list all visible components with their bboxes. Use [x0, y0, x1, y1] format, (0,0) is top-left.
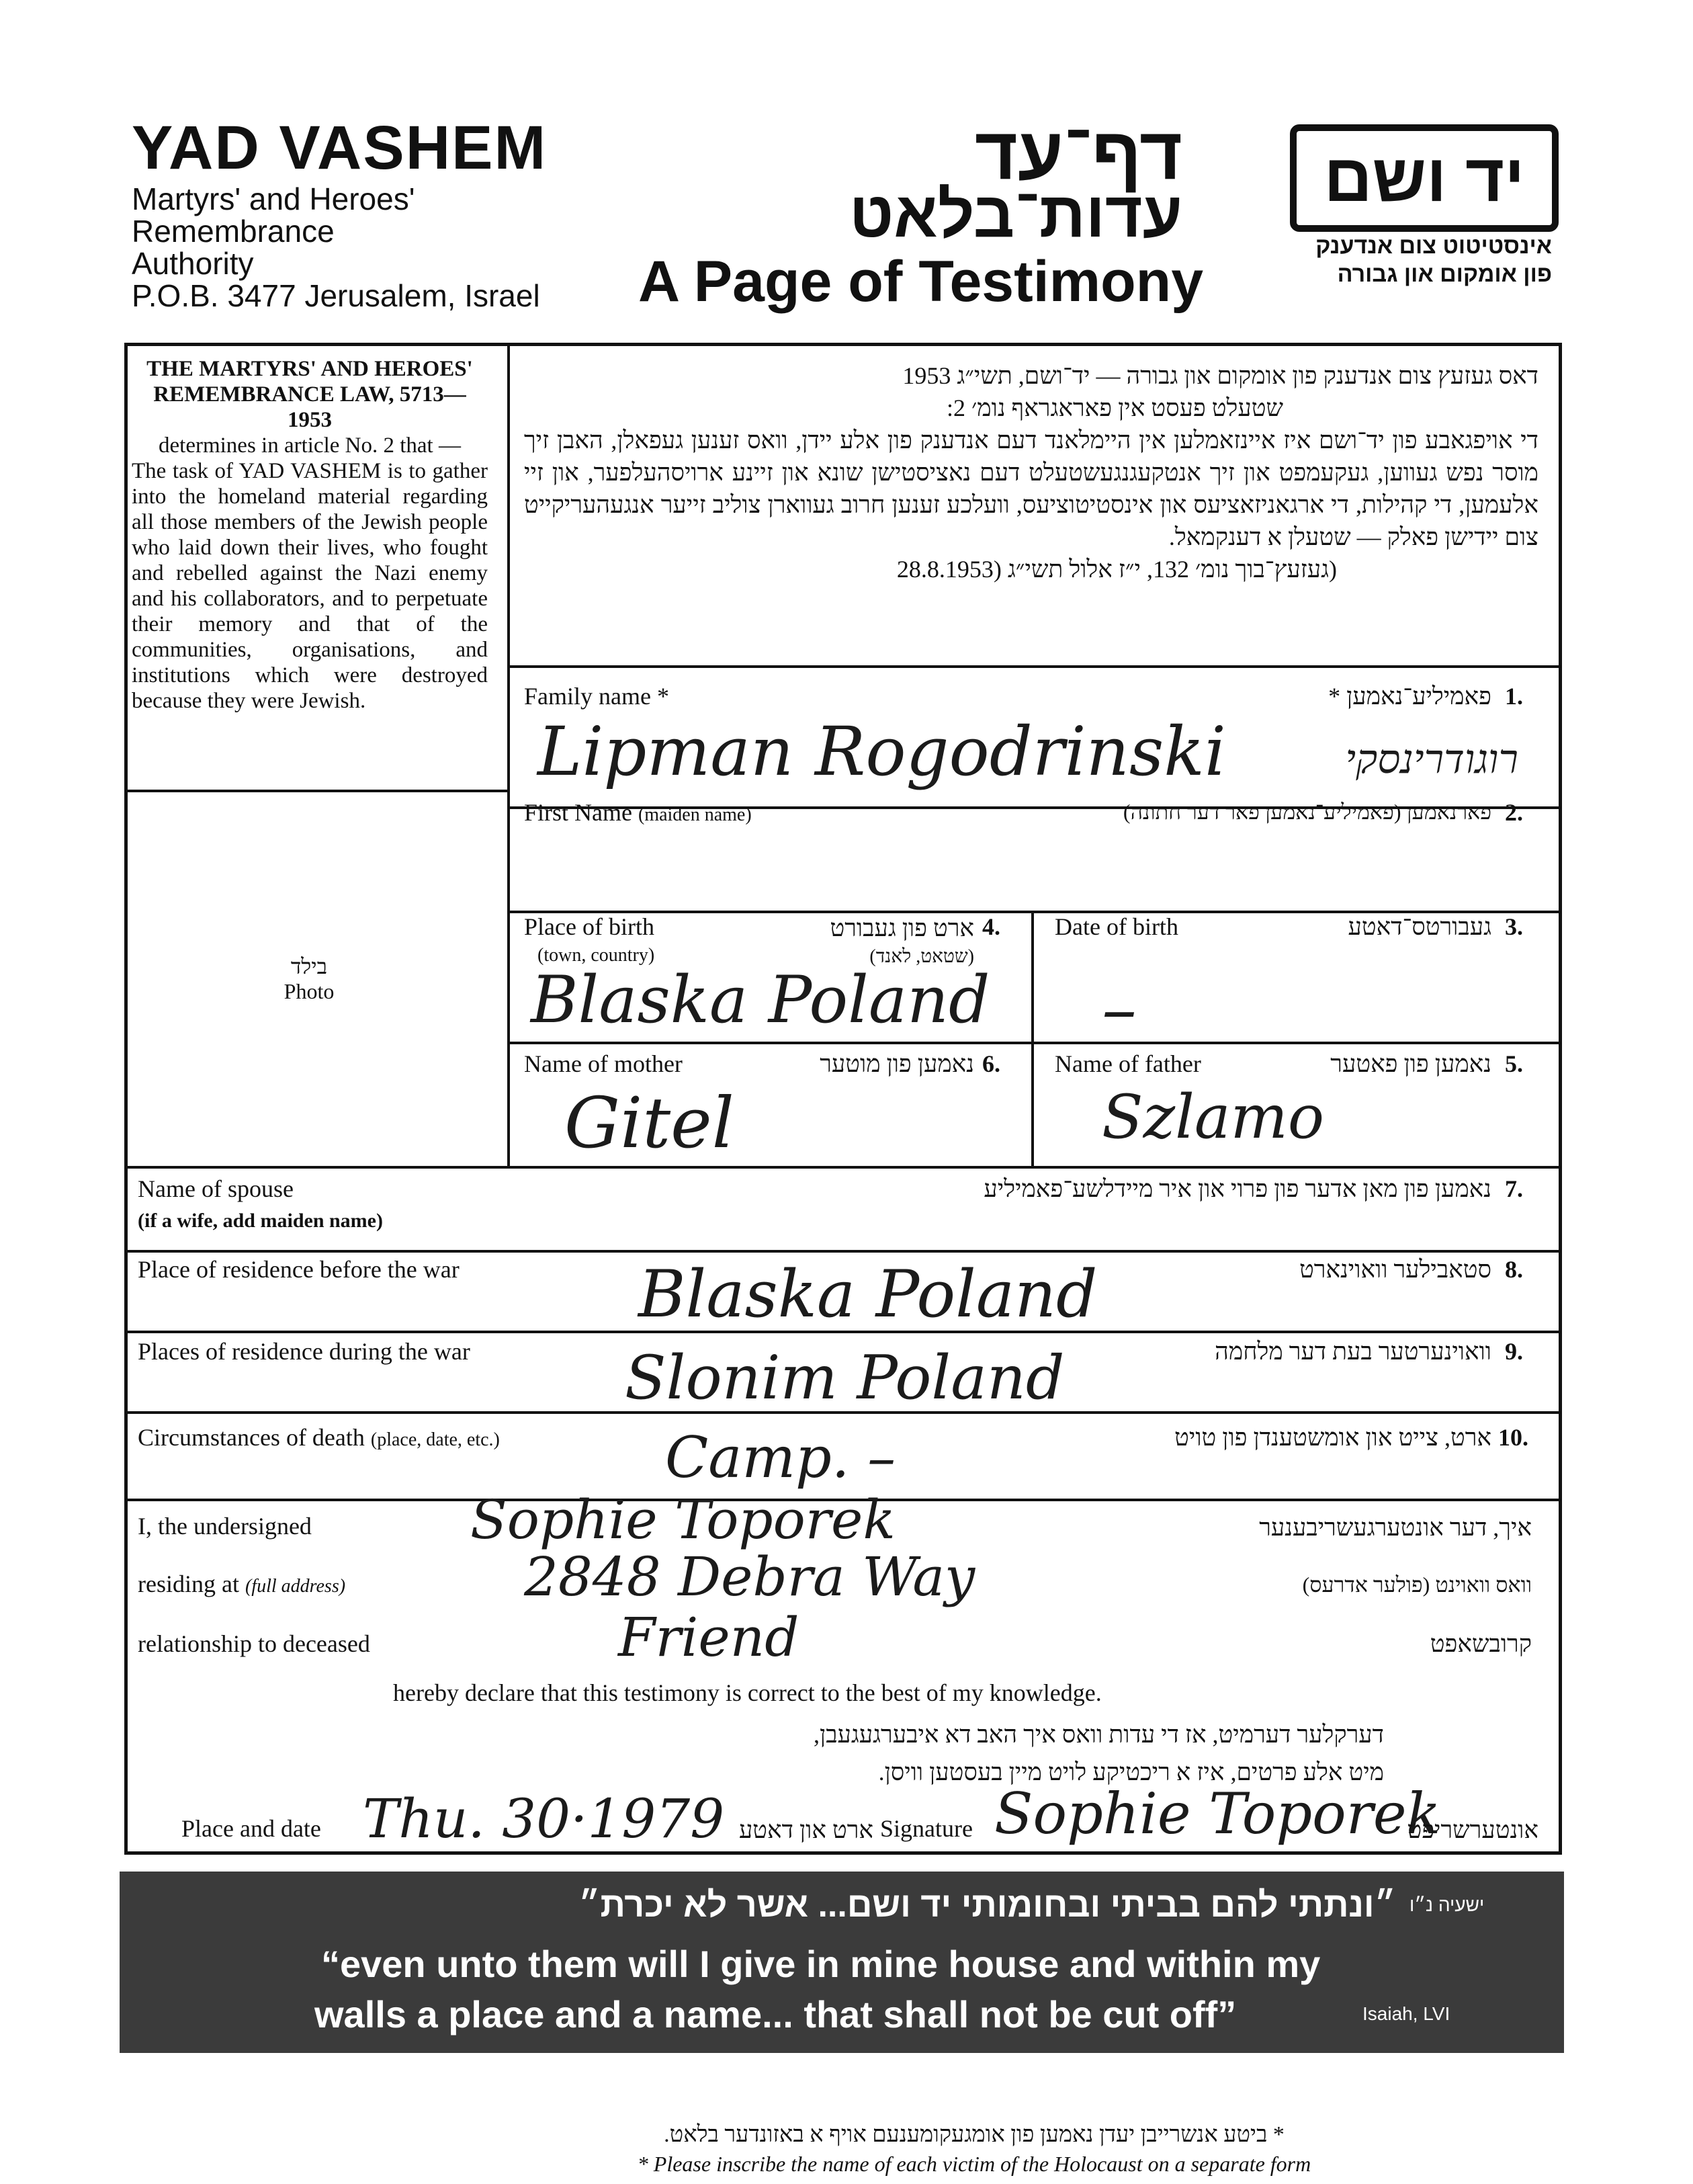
- declaration-en: hereby declare that this testimony is correct to the best of my knowledge.: [393, 1679, 1102, 1706]
- photo-label-heb: בילד: [290, 954, 328, 978]
- spouse-sub: (if a wife, add maiden name): [138, 1210, 383, 1232]
- place-of-birth-value[interactable]: Blaska Poland: [531, 962, 990, 1038]
- father-name-heb-label: נאמען פון פאטער: [1330, 1050, 1491, 1077]
- residence-before-heb-label: סטאבילער וואוינארט: [1299, 1256, 1491, 1283]
- place-of-birth-label: Place of birth: [524, 913, 654, 940]
- mother-name-value[interactable]: Gitel: [564, 1082, 734, 1164]
- undersigned-value[interactable]: Sophie Toporek: [470, 1488, 896, 1551]
- heb-law-bottom: [507, 665, 1559, 668]
- signature-label: Signature: [880, 1815, 973, 1842]
- heb-law-line1: דאס געזעץ צום אנדענק פון אומקום און גבורה — יד־ושם, תשי״ג 1953: [902, 362, 1538, 389]
- mother-name-heb-label: נאמען פון מוטער: [820, 1050, 974, 1077]
- heb-title-1: דף־עד: [974, 112, 1182, 195]
- law-box-bottom: [128, 790, 507, 792]
- place-of-birth-heb-sub: (שטאט, לאנד): [869, 946, 974, 967]
- heb-subtitle-1: אינסטיטוט צום אנדענק: [1315, 233, 1552, 259]
- family-name-value[interactable]: Lipman Rogodrinski: [537, 712, 1226, 791]
- row34-divider: [1031, 911, 1034, 1166]
- law-body: The task of YAD VASHEM is to gather into the homeland material regarding all those members of the Jewish people who laid down their lives, who fought and rebelled against the Nazi enemy and his collaborators, and to perpetuate their memory and that of the communities, organisations, and institutions which were destroyed because they were Jewish.: [132, 459, 488, 713]
- yad-vashem-logo: [1290, 124, 1559, 232]
- page-title: A Page of Testimony: [638, 249, 1204, 314]
- circumstances-value[interactable]: Camp. –: [665, 1425, 896, 1490]
- residence-during-label: Places of residence during the war: [138, 1338, 470, 1365]
- father-name-label: Name of father: [1055, 1050, 1201, 1077]
- residence-before-num: 8.: [1505, 1256, 1523, 1283]
- heb-law-block: [524, 360, 1538, 585]
- footer-note-en: * Please inscribe the name of each victim of the Holocaust on a separate form: [637, 2152, 1311, 2176]
- motto-band: [120, 1872, 1564, 2053]
- signature-heb-label: אונטערשריפט: [1407, 1816, 1538, 1843]
- relationship-heb-label: קרובשאפט: [1430, 1630, 1532, 1657]
- declaration-heb-2: מיט אלע פרטים, איז א ריכטיקע לויט מיין בעסטען וויסן.: [878, 1759, 1384, 1786]
- father-name-num: 5.: [1505, 1050, 1523, 1077]
- photo-area: [255, 954, 363, 1004]
- logo-text: יד ושם: [1323, 140, 1525, 216]
- date-of-birth-label: Date of birth: [1055, 913, 1178, 940]
- relationship-value[interactable]: Friend: [618, 1606, 799, 1669]
- heb-law-line2: שטעלט פעסט אין פאראגראף נומ׳ 2:: [946, 394, 1283, 421]
- place-date-heb-label: ארט און דאטע: [738, 1816, 873, 1843]
- first-name-heb-label: פארנאמען (פאמיליע־נאמען פאר דער חתונה): [1123, 800, 1491, 824]
- heb-law-body: די אויפגאבע פון יד־ושם איז איינזאמלען אין היימלאנד דעם אנדענק פון אלע יידן, וואס זענען געפאלן, האבן זיך מוסר נפש געווען, געקעמפט און זיך אנטקעגנגעשטעלט דעם נאציסטישן שונא און זיינע ארויסהעלפער, און זיי אלעמען, די קהילות, די ארגאניזאציעס און אינסטיטוציעס, וועלכע זענען חרוב געווארן צוליב זייער אנגעהעריקייט צום יידישן פאלק — שטעלן א דענקמאל.: [524, 427, 1538, 550]
- address-value[interactable]: 2848 Debra Way: [524, 1546, 975, 1608]
- address-label-wrap: [138, 1570, 345, 1598]
- undersigned-label: I, the undersigned: [138, 1513, 312, 1540]
- undersigned-heb-label: איך, דער אונטערגעשריבענער: [1259, 1514, 1532, 1541]
- signature-value[interactable]: Sophie Toporek: [994, 1781, 1441, 1847]
- address-label: residing at: [138, 1570, 239, 1597]
- place-of-birth-sub: (town, country): [537, 945, 655, 966]
- circumstances-sub: (place, date, etc.): [370, 1429, 500, 1450]
- motto-en-1: “even unto them will I give in mine house and within my: [321, 1943, 1321, 1985]
- father-name-value[interactable]: Szlamo: [1102, 1082, 1325, 1152]
- motto-heb: ״ונתתי להם בביתי ובחומותי יד ושם... אשר לא יכרת״: [578, 1886, 1396, 1925]
- heb-law-citation: (געזעץ־בוך נומ׳ 132, י״ז אלול תשי״ג (28.8.1953: [896, 556, 1337, 583]
- row56-bottom: [128, 1166, 1559, 1169]
- circumstances-num: 10.: [1498, 1424, 1528, 1451]
- footer-note-heb: * ביטע אנשרייבן יעדן נאמען פון אומגעקומענעם אויף א באזונדער בלאט.: [664, 2122, 1285, 2147]
- motto-en-ref: Isaiah, LVI: [1362, 2003, 1450, 2024]
- spouse-label: Name of spouse: [138, 1175, 294, 1202]
- circumstances-heb-label: ארט, צייט און אומשטענדן פון טויט: [1174, 1424, 1491, 1451]
- residence-during-value[interactable]: Slonim Poland: [625, 1343, 1065, 1413]
- heb-subtitle-2: פון אומקום און גבורה: [1337, 261, 1552, 287]
- family-name-num: 1.: [1505, 683, 1523, 710]
- org-line-2: Remembrance: [132, 214, 335, 249]
- residence-before-label: Place of residence before the war: [138, 1256, 460, 1283]
- place-date-value[interactable]: Thu. 30·1979: [363, 1788, 725, 1850]
- first-name-num: 2.: [1505, 799, 1523, 826]
- date-of-birth-heb-label: געבורטס־דאטע: [1348, 913, 1491, 940]
- first-name-label: First Name: [524, 799, 632, 826]
- motto-en-2: walls a place and a name... that shall not be cut off”: [314, 1993, 1237, 2035]
- residence-during-num: 9.: [1505, 1338, 1523, 1365]
- mother-name-num: 6.: [982, 1050, 1000, 1077]
- first-name-label-wrap: [524, 798, 752, 827]
- place-of-birth-heb-label: ארט פון געבורט: [830, 915, 974, 941]
- org-name: YAD VASHEM: [132, 114, 548, 182]
- circumstances-label-wrap: [138, 1423, 500, 1452]
- date-of-birth-value[interactable]: –: [1102, 968, 1137, 1050]
- heb-title-2: עדות־בלאט: [849, 179, 1182, 251]
- motto-heb-ref: ישעיה נ״ו: [1409, 1894, 1485, 1915]
- spouse-heb-label: נאמען פון מאן אדער פון פרוי און איר מיידלשע־פאמיליע: [984, 1175, 1491, 1202]
- declaration-heb-1: דערקלער דערמיט, אז די עדות וואס איך האב דא איבערגעגעבן,: [814, 1721, 1384, 1748]
- family-name-label: Family name *: [524, 683, 669, 710]
- circumstances-label: Circumstances of death: [138, 1424, 365, 1451]
- date-of-birth-num: 3.: [1505, 913, 1523, 940]
- org-line-1: Martyrs' and Heroes': [132, 181, 415, 216]
- law-article: determines in article No. 2 that —: [159, 433, 461, 458]
- residence-during-heb-label: וואוינערטער בעת דער מלחמה: [1215, 1338, 1491, 1365]
- relationship-label: relationship to deceased: [138, 1630, 370, 1657]
- row7-bottom: [128, 1250, 1559, 1253]
- address-heb-label: וואס וואוינט (פולער אדרעס): [1302, 1572, 1532, 1597]
- first-name-sub: (maiden name): [638, 804, 752, 825]
- family-name-heb-label: פאמיליע־נאמען *: [1328, 683, 1491, 710]
- place-of-birth-num: 4.: [982, 913, 1000, 940]
- place-date-label: Place and date: [181, 1815, 321, 1842]
- address-sub: (full address): [245, 1576, 346, 1597]
- law-title: THE MARTYRS' AND HEROES' REMEMBRANCE LAW, 5713—1953: [146, 357, 473, 432]
- residence-before-value[interactable]: Blaska Poland: [638, 1257, 1098, 1332]
- heb-subtitle: [1263, 232, 1552, 288]
- org-line-3: Authority: [132, 246, 254, 281]
- spouse-num: 7.: [1505, 1175, 1523, 1202]
- row34-bottom: [507, 1042, 1559, 1044]
- org-address: P.O.B. 3477 Jerusalem, Israel: [132, 278, 540, 313]
- photo-label: Photo: [284, 979, 335, 1003]
- law-box: [132, 356, 488, 714]
- mother-name-label: Name of mother: [524, 1050, 683, 1077]
- family-name-heb-value[interactable]: רוגודרינסקי: [1345, 736, 1518, 783]
